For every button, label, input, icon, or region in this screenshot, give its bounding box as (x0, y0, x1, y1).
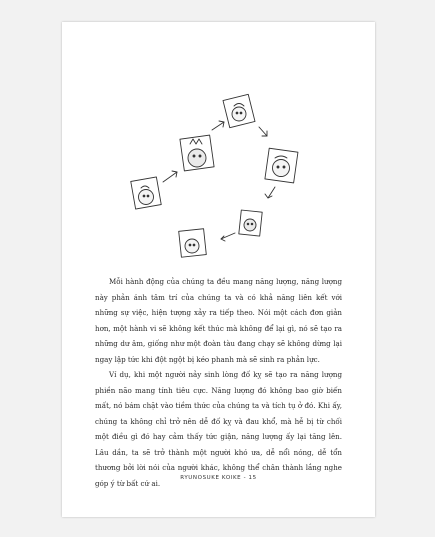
cycle-card-right (265, 148, 298, 183)
cycle-card-left (131, 177, 161, 209)
cycle-card-lower-right (239, 210, 262, 236)
paragraph-2: Ví dụ, khi một người nảy sinh lòng đố kỵ sẽ tạo ra năng lượng phiền não mang tính tiêu cực. Năng lượng đó không bao giờ biến mất, nó bám chặt vào tiềm thức của chúng ta và tích tụ ở đó. Khi ấy, chúng ta không chỉ trở nên dễ đố kỵ và đau khổ, mà hễ bị từ chối một điều gì đó hay cảm thấy tức giận, năng lượng ấy lại tăng lên. Lâu dần, ta sẽ trở thành một người khó ưa, dễ nổi nóng, dễ tổn thương bởi lời nói của người khác, không thể chân thành lắng nghe góp ý từ bất cứ ai. (95, 370, 342, 488)
book-page (62, 22, 375, 517)
cycle-card-upper-left (180, 135, 214, 171)
page-footer: RYUNOSUKE KOIKE - 15 (180, 475, 257, 481)
cycle-illustration (62, 22, 375, 272)
body-text (95, 274, 342, 491)
cycle-card-top (223, 94, 255, 127)
cycle-card-bottom (179, 229, 207, 257)
paragraph-1: Mỗi hành động của chúng ta đều mang năng lượng, năng lượng này phản ánh tâm trí của chúng ta và có khả năng liên kết với những sự việc, hiện tượng xảy ra tiếp theo. Nói một cách đơn giản hơn, một hành vi sẽ không kết thúc mà không để lại gì, nó sẽ tạo ra những dư âm, giống như một đoàn tàu đang chạy sẽ không dừng lại ngay lập tức khi đột ngột bị kéo phanh mà sẽ sinh ra phản lực. (95, 277, 342, 364)
